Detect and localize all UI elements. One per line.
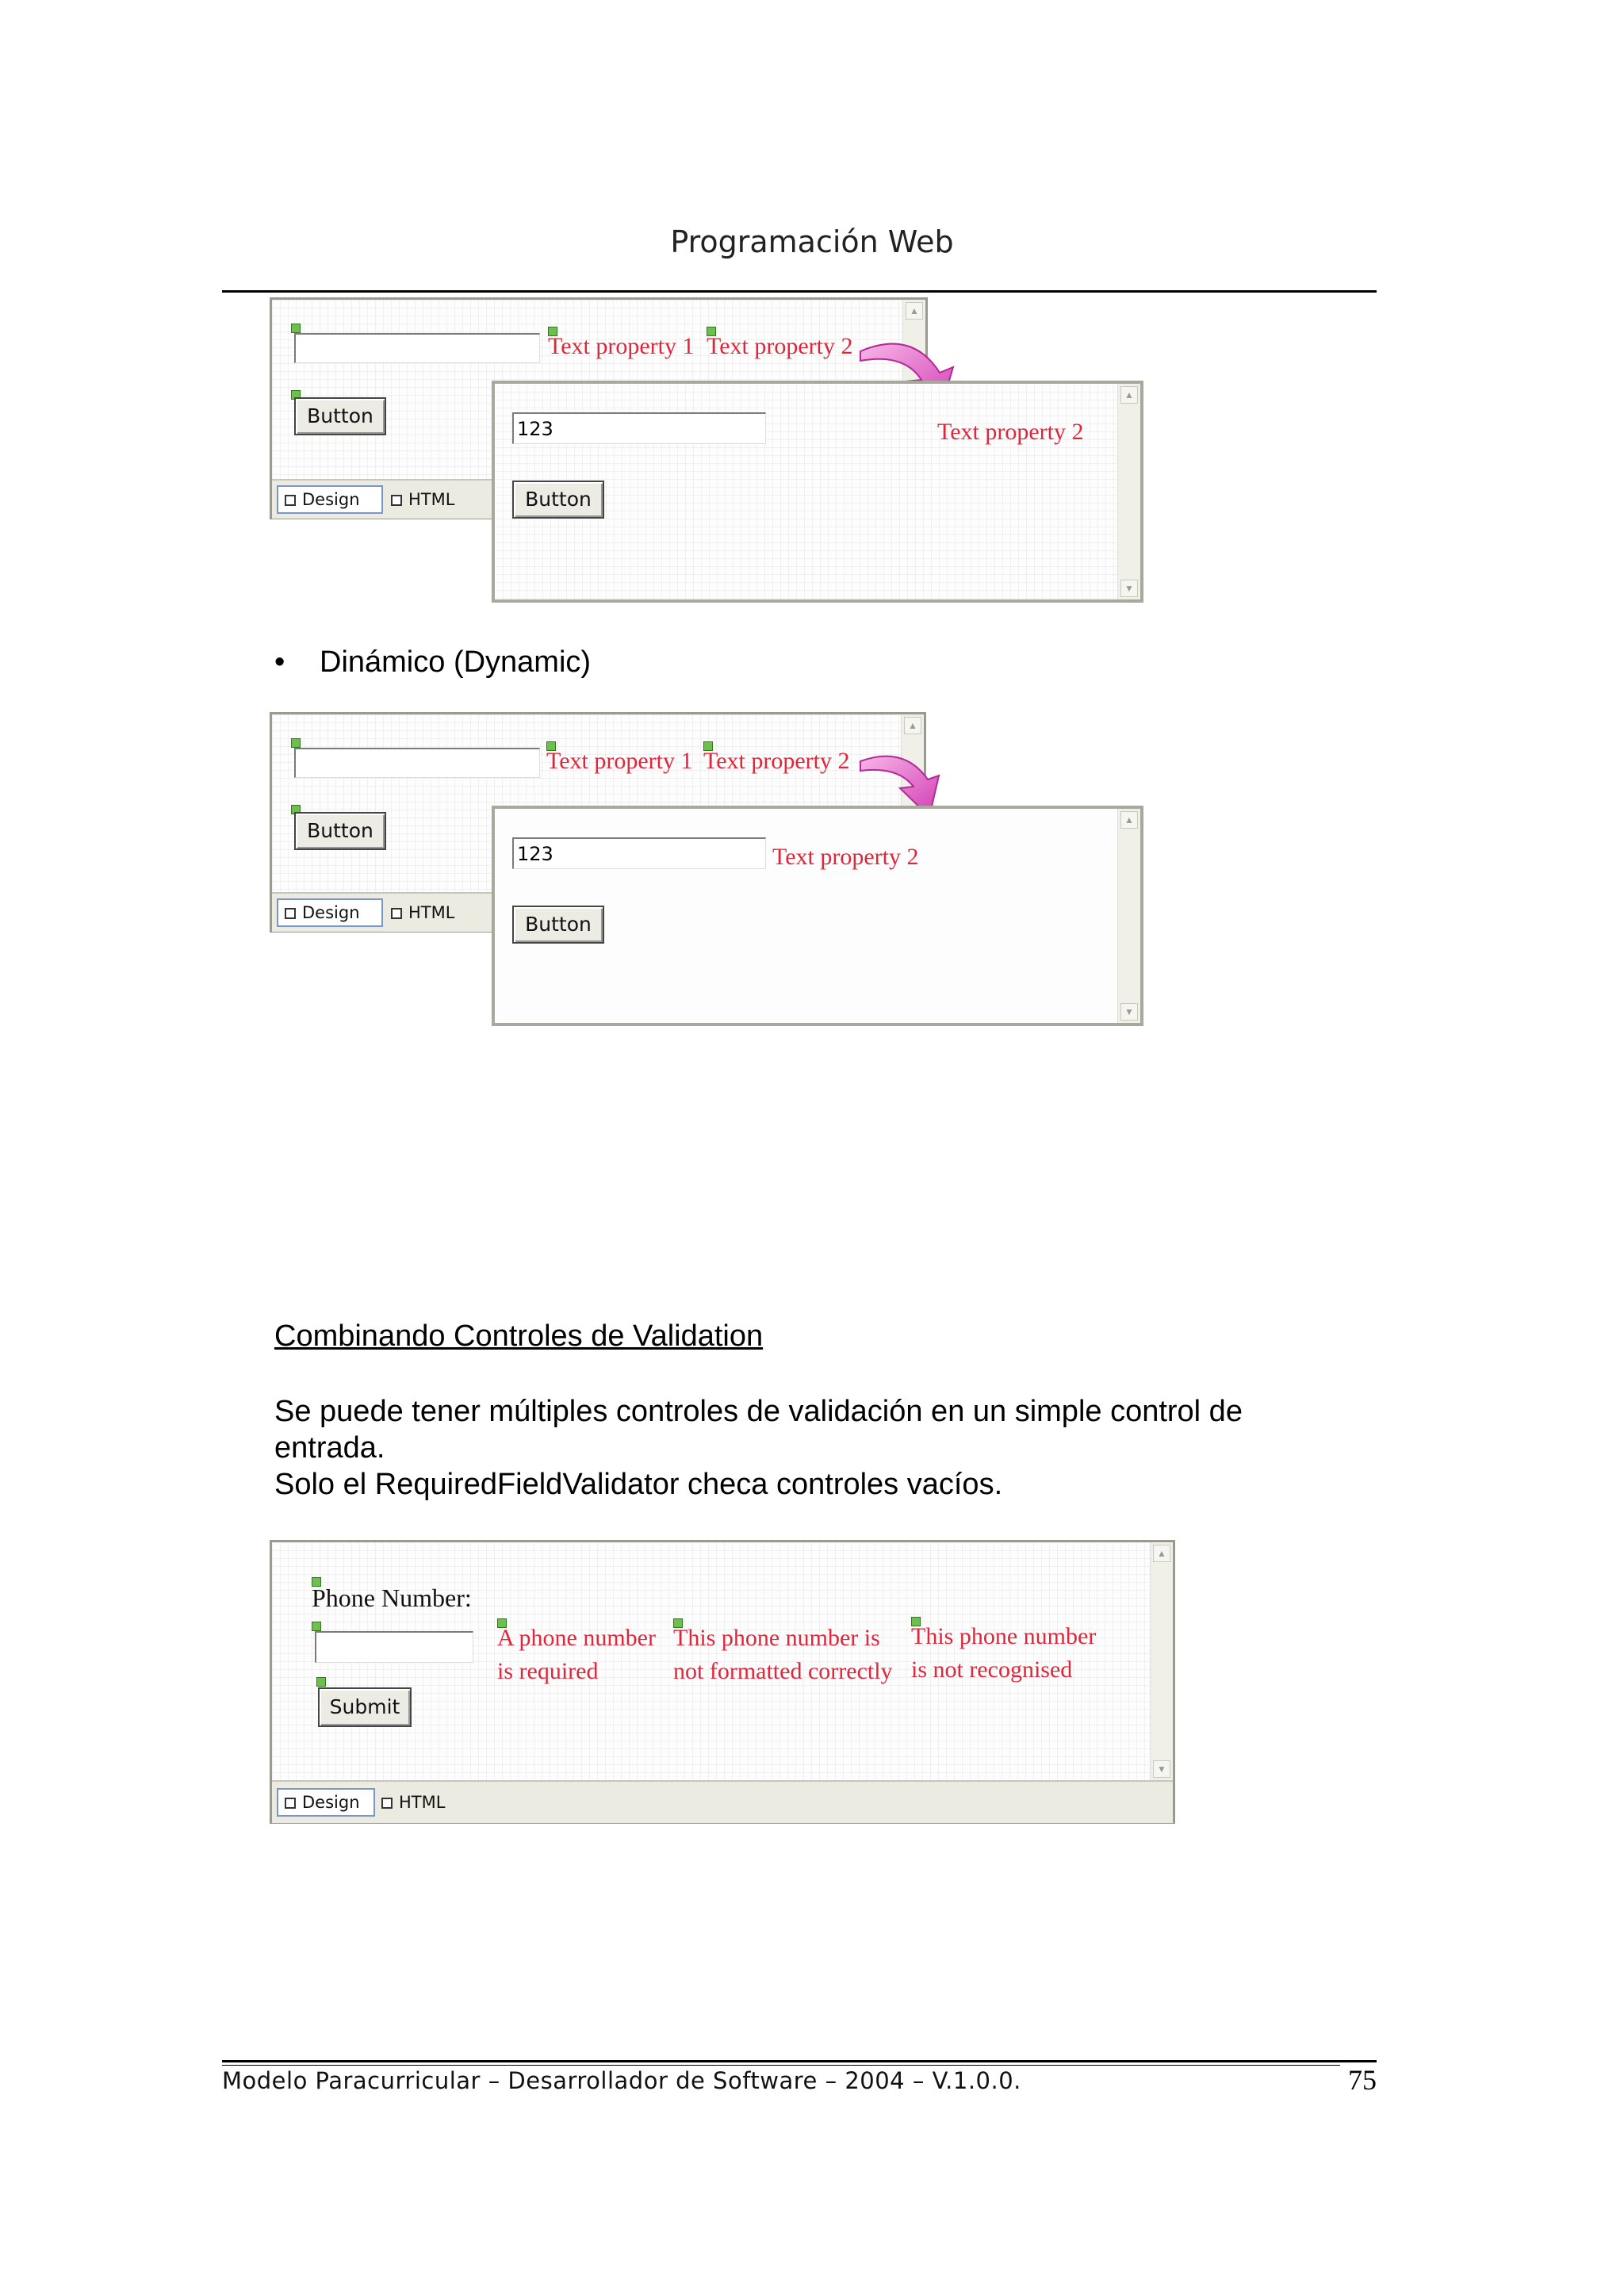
format-validator-line-1: This phone number is [673, 1625, 880, 1651]
button[interactable]: Button [294, 397, 386, 435]
footer-rule [222, 2060, 1377, 2062]
figure-static-validator [270, 297, 1142, 599]
tab-design[interactable] [277, 898, 383, 927]
bullet-text: Dinámico (Dynamic) [320, 645, 592, 679]
button[interactable]: Button [512, 481, 604, 519]
phone-number-input[interactable] [315, 1631, 473, 1663]
design-view-icon [285, 495, 296, 506]
tab-html[interactable] [391, 485, 486, 514]
html-view-icon [381, 1798, 393, 1809]
control-glyph-icon [291, 324, 301, 333]
header-rule [222, 290, 1377, 293]
tab-design-label: Design [302, 490, 360, 509]
ide-window-front [492, 806, 1143, 1026]
control-glyph-icon [291, 738, 301, 748]
tab-html[interactable] [391, 898, 486, 927]
text-input[interactable]: 123 [512, 412, 766, 444]
tab-html-label: HTML [408, 490, 455, 509]
button[interactable]: Button [512, 906, 604, 944]
tab-html[interactable] [381, 1788, 477, 1817]
validator-text-2: Text property 2 [707, 333, 853, 359]
paragraph-line-1: Se puede tener múltiples controles de validación en un simple control de [274, 1395, 1243, 1428]
validator-text-1: Text property 1 [548, 333, 695, 359]
required-validator-line-2: is required [497, 1658, 599, 1684]
page-number: 75 [1348, 2064, 1377, 2096]
required-validator-line-1: A phone number [497, 1625, 656, 1651]
text-input[interactable] [294, 748, 540, 778]
paragraph-line-3: Solo el RequiredFieldValidator checa controles vacíos. [274, 1468, 1003, 1501]
tab-design-label: Design [302, 903, 360, 922]
text-input[interactable] [294, 333, 540, 363]
scrollbar[interactable]: ▲ ▼ [1150, 1542, 1173, 1780]
control-glyph-icon [312, 1622, 321, 1631]
ide-window-front [492, 381, 1143, 603]
tab-html-label: HTML [399, 1793, 446, 1812]
figure-combined-validators [270, 1540, 1175, 1824]
bullet-dot: • [274, 645, 285, 679]
paragraph-line-2: entrada. [274, 1431, 385, 1465]
tab-design-label: Design [302, 1793, 360, 1812]
section-heading: Combinando Controles de Validation [274, 1319, 764, 1353]
validator-text-2: Text property 2 [703, 748, 850, 774]
recognition-validator-line-1: This phone number [911, 1623, 1097, 1649]
validator-text-1: Text property 1 [546, 748, 693, 774]
phone-number-label: Phone Number: [312, 1584, 472, 1612]
figure-dynamic-validator [270, 712, 1142, 1029]
tab-html-label: HTML [408, 903, 455, 922]
tab-design[interactable] [277, 485, 383, 514]
text-input[interactable]: 123 [512, 837, 766, 869]
design-view-icon [285, 1798, 296, 1809]
html-view-icon [391, 495, 402, 506]
html-view-icon [391, 908, 402, 919]
scrollbar[interactable]: ▲ [902, 300, 925, 517]
submit-button[interactable]: Submit [318, 1687, 412, 1727]
validator-text: Text property 2 [937, 419, 1084, 445]
scrollbar[interactable]: ▲ ▼ [1117, 809, 1140, 1023]
recognition-validator-line-2: is not recognised [911, 1656, 1073, 1683]
page-header-title: Programación Web [670, 224, 954, 259]
validator-text: Text property 2 [772, 844, 919, 870]
scrollbar[interactable]: ▲ ▼ [1117, 384, 1140, 599]
button[interactable]: Button [294, 812, 386, 850]
format-validator-line-2: not formatted correctly [673, 1658, 893, 1684]
footer-text: Modelo Paracurricular – Desarrollador de Software – 2004 – V.1.0.0. [222, 2067, 1021, 2094]
design-view-icon [285, 908, 296, 919]
view-tab-bar [272, 1780, 1173, 1823]
scrollbar[interactable]: ▲ [901, 714, 924, 930]
footer-rule-thin [222, 2065, 1340, 2066]
control-glyph-icon [316, 1677, 326, 1687]
tab-design[interactable] [277, 1788, 375, 1817]
